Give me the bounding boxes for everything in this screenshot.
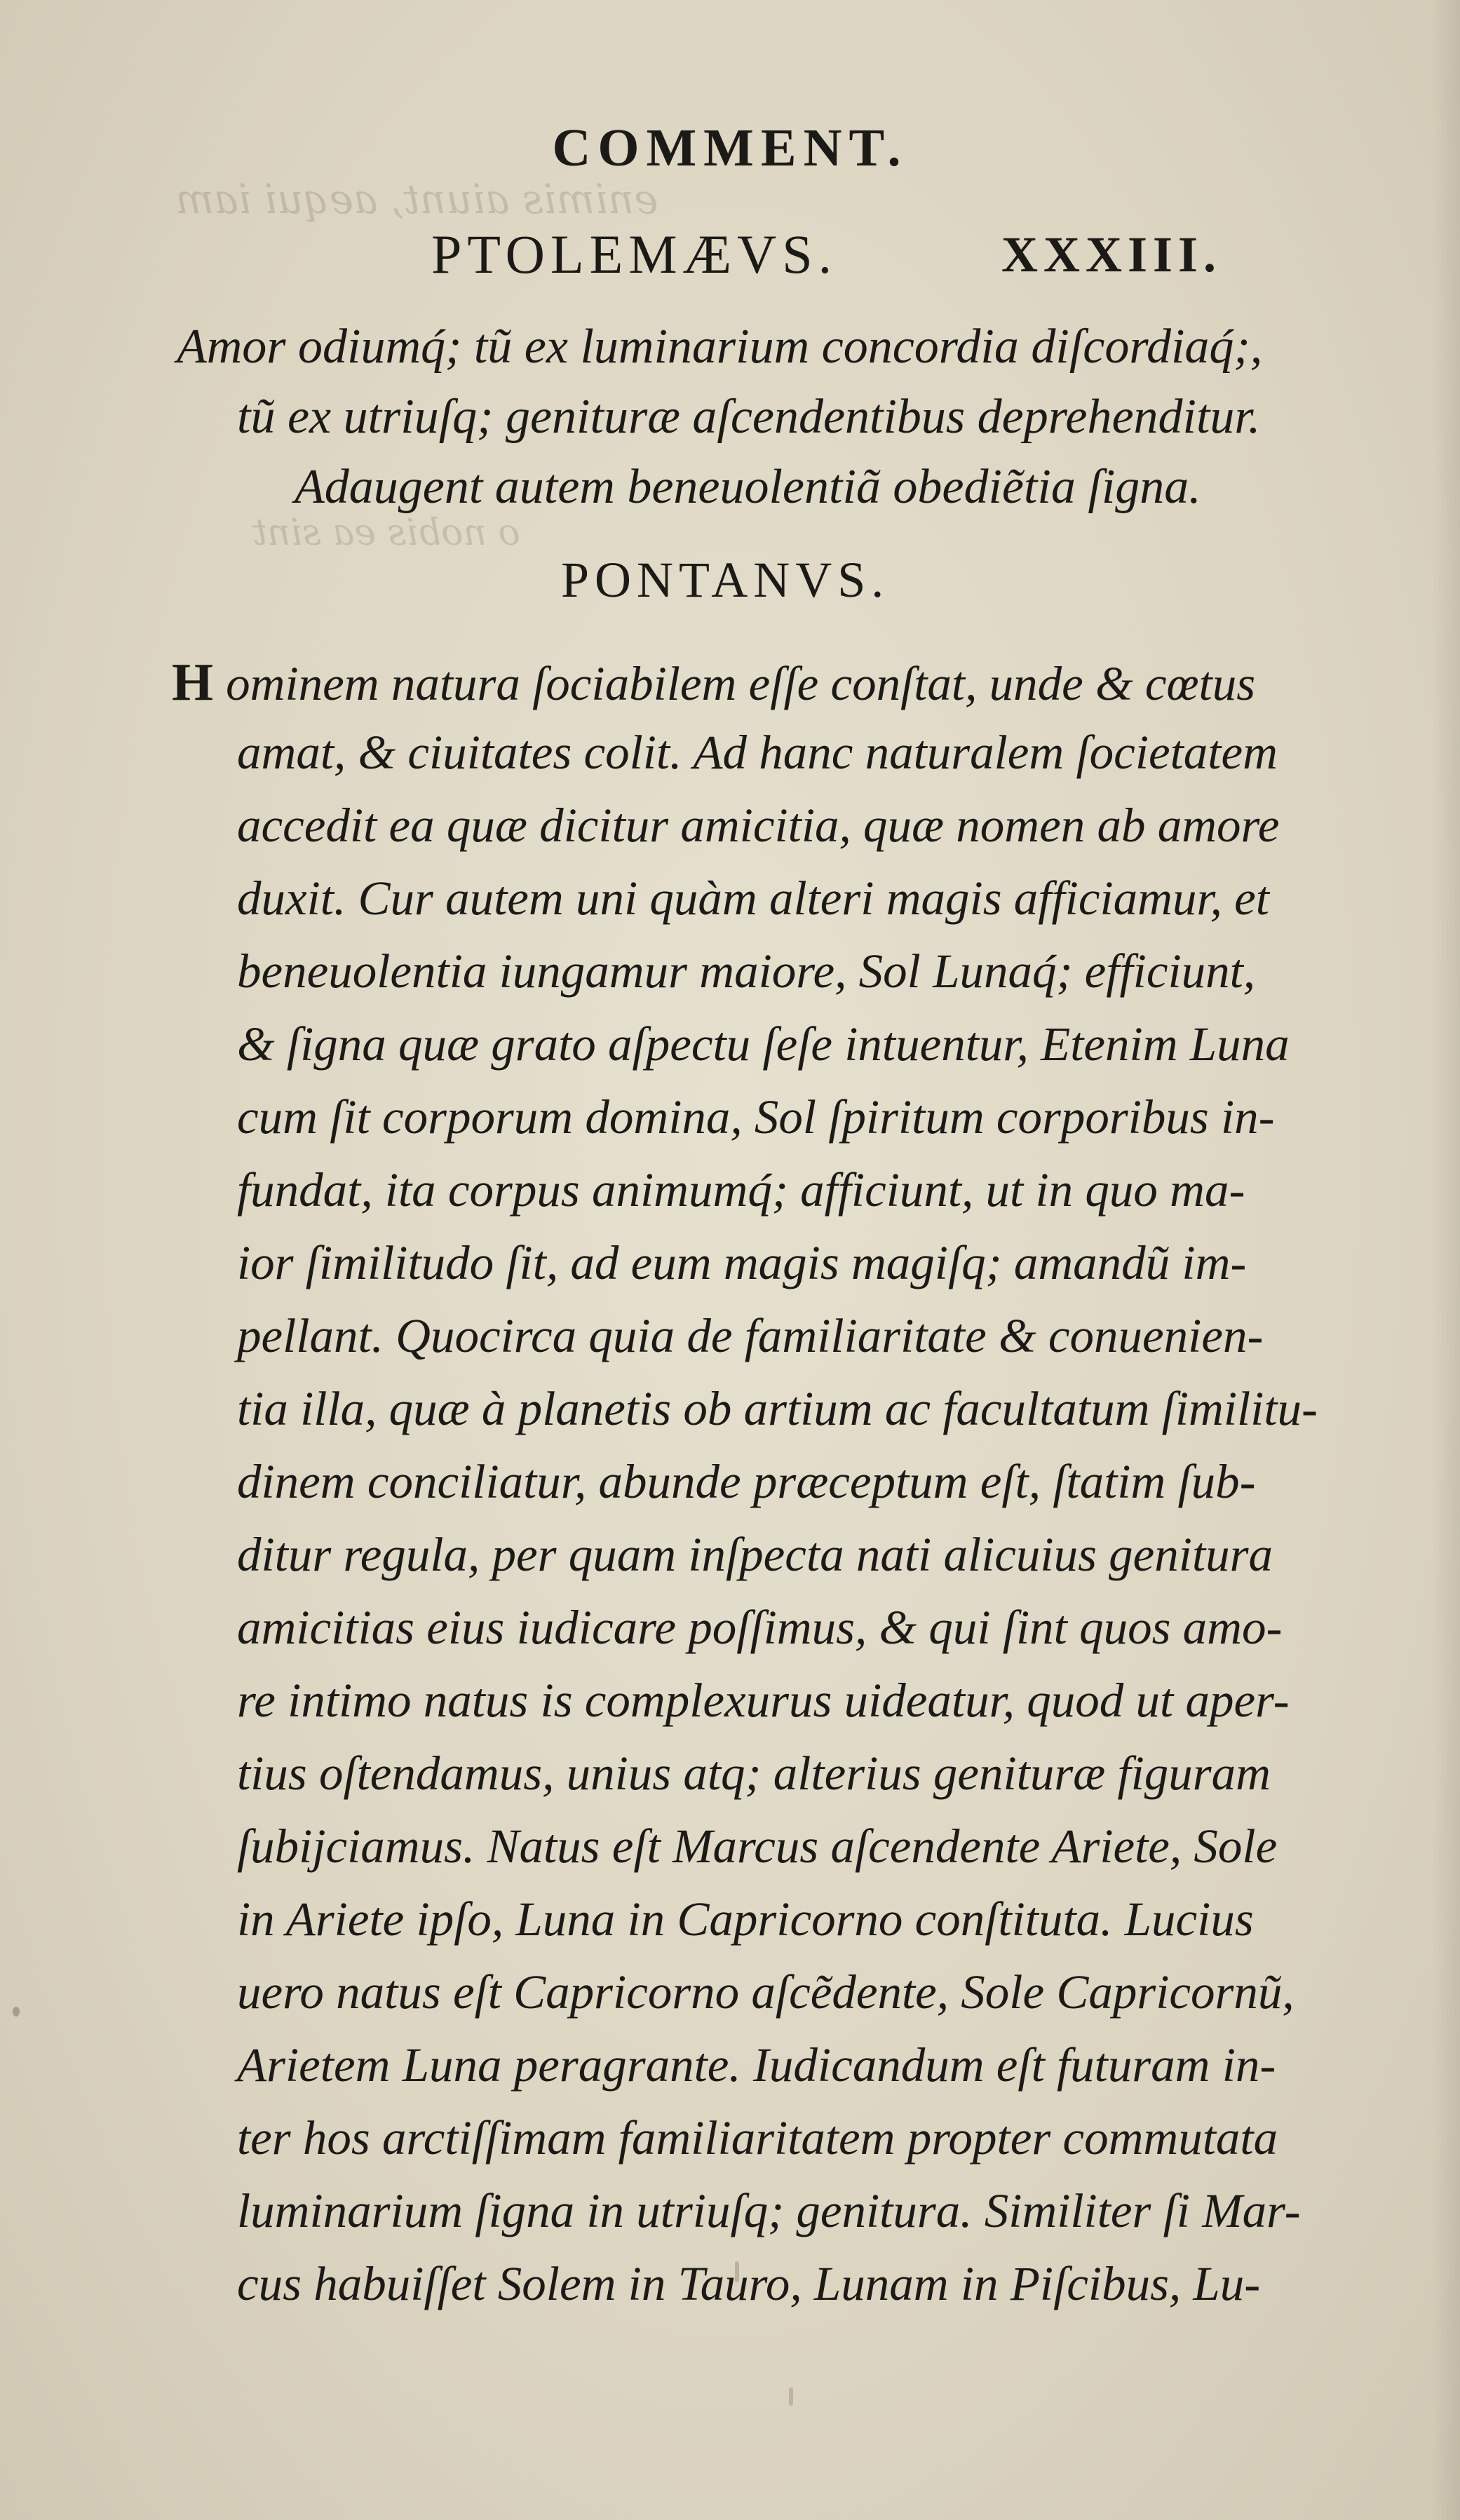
pontanus-heading: PONTANVS. [561, 552, 890, 608]
commentary-line: luminarium ſigna in utriuſq; genitura. Similiter ſi Mar- [237, 2184, 1301, 2237]
ptolemaeus-text-line: Amor odiumq́; tũ ex luminarium concordia diſcordiaq́;, [177, 320, 1263, 374]
page-edge-shadow [1432, 0, 1460, 2520]
commentary-line: re intimo natus is complexurus uideatur, quod ut aper- [237, 1674, 1290, 1727]
commentary-line: ior ſimilitudo ſit, ad eum magis magiſq; amandũ im- [237, 1236, 1247, 1289]
ptolemaeus-text-line: Adaugent autem beneuolentiã obediẽtia ſigna. [295, 460, 1201, 514]
commentary-line: Arietem Luna peragrante. Iudicandum eſt futuram in- [237, 2038, 1276, 2092]
commentary-line: pellant. Quocirca quia de familiaritate & conuenien- [237, 1309, 1264, 1362]
commentary-line: ditur regula, per quam inſpecta nati alicuius genitura [237, 1528, 1273, 1581]
commentary-line: uero natus eſt Capricorno aſcẽdente, Sole Capricornũ, [237, 1965, 1295, 2019]
running-head: COMMENT. [552, 118, 908, 177]
commentary-line: & ſigna quӕ grato aſpectu ſeſe intuentur, Etenim Luna [237, 1017, 1290, 1071]
commentary-line-text: ominem natura ſociabilem eſſe conſtat, unde & cœtus [226, 657, 1256, 710]
commentary-line: fundat, ita corpus animumq́; afficiunt, ut in quo ma- [237, 1163, 1245, 1217]
paper-speck [735, 2261, 739, 2282]
commentary-line: accedit ea quӕ dicitur amicitia, quӕ nomen ab amore [237, 799, 1280, 852]
bleed-through-mark: enimis aiunt, aequi iam [175, 175, 658, 223]
ptolemaeus-heading: PTOLEMÆVS. [431, 224, 838, 285]
bleed-through-mark: o nobis ea sint [252, 512, 520, 554]
commentary-line: amicitias eius iudicare poſſimus, & qui ſint quos amo- [237, 1601, 1283, 1654]
commentary-line: ter hos arctiſſimam familiaritatem propter commutata [237, 2111, 1278, 2165]
commentary-line: amat, & ciuitates colit. Ad hanc naturalem ſocietatem [237, 726, 1278, 779]
commentary-line [172, 652, 1255, 713]
commentary-line: in Ariete ipſo, Luna in Capricorno conſtituta. Lucius [237, 1892, 1254, 1946]
commentary-line: beneuolentia iungamur maiore, Sol Lunaq́; efficiunt, [237, 944, 1256, 998]
commentary-line: cum ſit corporum domina, Sol ſpiritum corporibus in- [237, 1090, 1275, 1144]
folio-number: XXXIII. [1001, 226, 1222, 283]
commentary-line: dinem conciliatur, abunde prӕceptum eſt, ſtatim ſub- [237, 1455, 1256, 1508]
commentary-line: duxit. Cur autem uni quàm alteri magis afficiamur, et [237, 872, 1269, 925]
commentary-line: cus habuiſſet Solem in Tauro, Lunam in Piſcibus, Lu- [237, 2257, 1261, 2310]
paper-speck [789, 2387, 793, 2406]
paper-speck [13, 2007, 20, 2017]
commentary-line: tia illa, quӕ à planetis ob artium ac facultatum ſimilitu- [237, 1382, 1318, 1435]
commentary-line: ſubijciamus. Natus eſt Marcus aſcendente Ariete, Sole [237, 1820, 1278, 1873]
drop-letter: H [172, 653, 214, 712]
ptolemaeus-text-line: tũ ex utriuſq; geniturӕ aſcendentibus deprehenditur. [237, 390, 1261, 444]
commentary-line: tius oſtendamus, unius atq; alterius geniturӕ figuram [237, 1747, 1271, 1800]
